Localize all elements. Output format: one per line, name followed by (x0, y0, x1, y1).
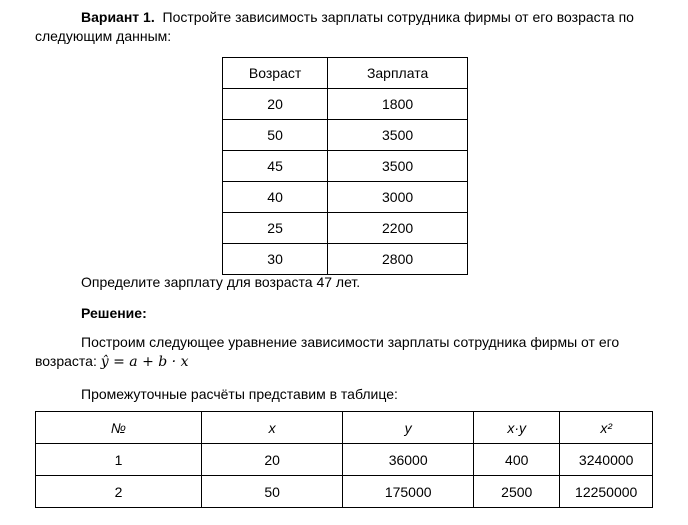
cell-x: 20 (201, 444, 342, 476)
header-xy: x·y (474, 412, 560, 444)
cell-salary: 3000 (328, 182, 468, 213)
cell-age: 25 (223, 213, 328, 244)
solution-label: Решение: (81, 305, 147, 321)
header-number: № (36, 412, 202, 444)
intermediate-text: Промежуточные расчёты представим в таблице: (81, 386, 398, 402)
cell-age: 50 (223, 120, 328, 151)
cell-xy: 2500 (474, 476, 560, 508)
cell-salary: 3500 (328, 151, 468, 182)
table-row (223, 244, 468, 275)
cell-x-squared: 3240000 (560, 444, 653, 476)
table-row (223, 151, 468, 182)
header-x: x (201, 412, 342, 444)
header-salary: Зарплата (328, 58, 468, 89)
cell-age: 20 (223, 89, 328, 120)
table-row (223, 182, 468, 213)
table-row (223, 213, 468, 244)
question-text: Определите зарплату для возраста 47 лет. (81, 274, 361, 290)
header-x-squared: x² (560, 412, 653, 444)
cell-salary: 2800 (328, 244, 468, 275)
cell-y: 36000 (343, 444, 474, 476)
equation-intro: Построим следующее уравнение зависимости зарплаты сотрудника фирмы от его возраста: (35, 334, 620, 369)
cell-salary: 3500 (328, 120, 468, 151)
cell-number: 1 (36, 444, 202, 476)
table-header-row (36, 412, 653, 444)
cell-number: 2 (36, 476, 202, 508)
cell-x: 50 (201, 476, 342, 508)
regression-equation: ŷ = a + b · x (100, 354, 189, 370)
table-row (223, 120, 468, 151)
table-row (36, 476, 653, 508)
table-header-row (223, 58, 468, 89)
header-y: y (343, 412, 474, 444)
cell-y: 175000 (343, 476, 474, 508)
equation-paragraph (35, 333, 665, 372)
task-text: Постройте зависимость зарплаты сотрудника фирмы от его возраста по следующим данным: (35, 9, 634, 44)
cell-age: 30 (223, 244, 328, 275)
table-row (36, 444, 653, 476)
cell-salary: 2200 (328, 213, 468, 244)
cell-age: 45 (223, 151, 328, 182)
table-row (223, 89, 468, 120)
cell-age: 40 (223, 182, 328, 213)
cell-salary: 1800 (328, 89, 468, 120)
solution-paragraph (35, 304, 665, 323)
calc-table (35, 411, 653, 508)
task-paragraph (35, 8, 665, 46)
variant-label: Вариант 1. (81, 9, 155, 25)
cell-x-squared: 12250000 (560, 476, 653, 508)
data-table (222, 57, 468, 275)
header-age: Возраст (223, 58, 328, 89)
cell-xy: 400 (474, 444, 560, 476)
